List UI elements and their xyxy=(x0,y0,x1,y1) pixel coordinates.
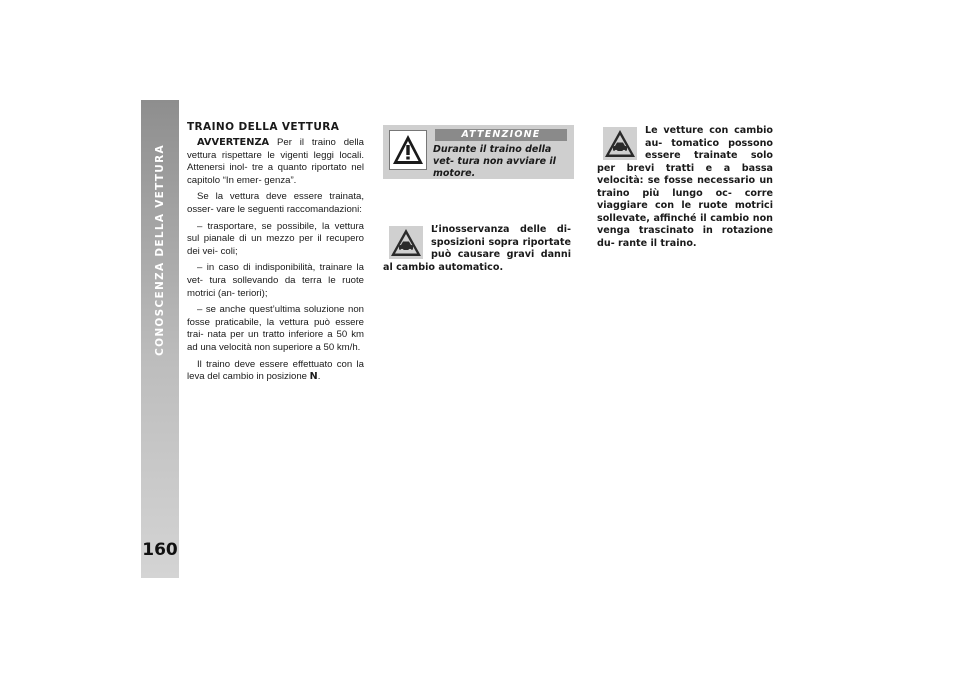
warning-banner: ATTENZIONE xyxy=(435,129,567,141)
section-body xyxy=(187,137,364,384)
paragraph-transport: – trasportare, se possibile, la vettura sul pianale di un mezzo per il recupero dei vei- coli; xyxy=(187,220,364,257)
gear-end: . xyxy=(317,371,321,383)
damage-note-text: L’inosservanza delle di- sposizioni sopra riportate può causare gravi danni al cambio automatico. xyxy=(383,224,571,273)
side-band xyxy=(141,100,179,578)
car-caution-icon xyxy=(389,226,423,259)
section-heading: TRAINO DELLA VETTURA xyxy=(187,121,340,133)
paragraph-lift-wheels: – in caso di indisponibilità, trainare la vet- tura sollevando da terra le ruote motrici (an- teriori); xyxy=(187,262,364,299)
automatic-gearbox-note-text: Le vetture con cambio au- tomatico possono essere trainate solo per brevi tratti e a bassa velocità: se fosse necessario un traino più lungo oc- corre viaggiare con le ruote motrici sollevate, affinché il cambio non venga trascinato in rotazione du- rante il traino. xyxy=(597,125,773,249)
notice-lead: AVVERTENZA xyxy=(197,137,270,148)
paragraph-recommendations: Se la vettura deve essere trainata, osser- vare le seguenti raccomandazioni: xyxy=(187,191,364,215)
automatic-gearbox-note xyxy=(597,125,773,250)
warning-text: Durante il traino della vet- tura non avviare il motore. xyxy=(433,144,556,179)
damage-note xyxy=(383,224,571,274)
car-caution-icon xyxy=(603,127,637,160)
page-number: 160 xyxy=(142,540,178,560)
paragraph-notice xyxy=(187,137,364,187)
gear-text: Il traino deve essere effettuato con la leva del cambio in posizione xyxy=(187,358,364,383)
gear-letter: N xyxy=(309,371,318,383)
chapter-title-text: CONOSCENZA DELLA VETTURA xyxy=(154,144,167,356)
towing-section xyxy=(187,121,364,388)
warning-box xyxy=(383,125,574,179)
notice-text: Per il traino della vettura rispettare le vigenti leggi locali. Attenersi inol- tre a quanto riportato nel capitolo “In emer- genza”. xyxy=(187,137,364,186)
chapter-title xyxy=(141,100,179,400)
paragraph-gear-position xyxy=(187,359,364,384)
warning-triangle-icon xyxy=(389,130,427,170)
paragraph-speed-limit: – se anche quest’ultima soluzione non fosse praticabile, la vettura può essere trai- nata per un tratto inferiore a 50 km ad una velocità non superiore a 50 km/h. xyxy=(187,304,364,353)
